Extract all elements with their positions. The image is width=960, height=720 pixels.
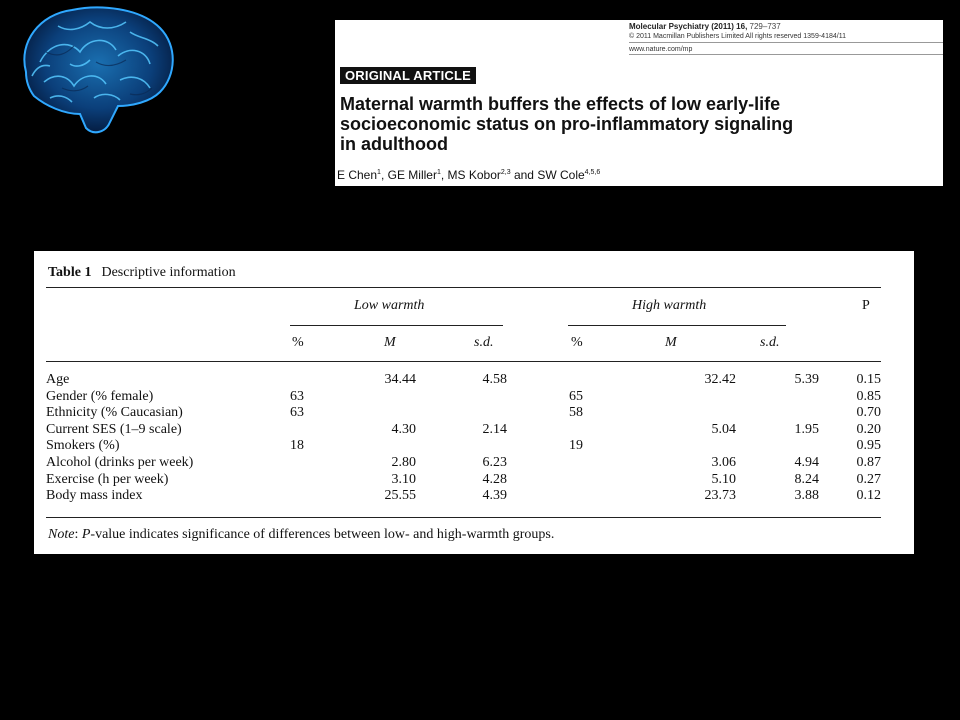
- note-label: Note: [48, 527, 75, 542]
- row-label: Current SES (1–9 scale): [46, 421, 182, 437]
- col-header-low-m: M: [384, 335, 396, 350]
- low-mean-cell: 3.10: [391, 471, 416, 487]
- low-pct-cell: 63: [290, 388, 304, 404]
- author-affiliation: 4,5,6: [584, 169, 601, 176]
- high-pct-cell: 65: [569, 388, 583, 404]
- p-value-cell: 0.12: [856, 488, 881, 504]
- row-label: Age: [46, 372, 70, 387]
- copyright-line: © 2011 Macmillan Publishers Limited All rights reserved 1359-4184/11: [629, 33, 846, 40]
- table-top-rule: [46, 287, 881, 288]
- author-separator: ,: [440, 168, 448, 182]
- author-affiliation: 1: [377, 169, 381, 176]
- low-pct-cell: 18: [290, 438, 304, 454]
- p-value-cell: 0.70: [856, 405, 881, 421]
- high-pct-cell: 19: [569, 438, 583, 454]
- title-line: Maternal warmth buffers the effects of low early-life: [340, 94, 781, 114]
- author-separator: ,: [380, 168, 388, 182]
- low-sd-cell: 6.23: [482, 455, 507, 470]
- author-separator: and: [510, 168, 538, 182]
- header-divider: [629, 42, 943, 43]
- article-title: [340, 94, 900, 154]
- title-line: in adulthood: [340, 134, 448, 154]
- header-divider: [629, 54, 943, 55]
- note-text: -value indicates significance of differences between low- and high-warmth groups.: [90, 527, 555, 542]
- row-label: Gender (% female): [46, 388, 154, 404]
- title-line: socioeconomic status on pro-inflammatory signaling: [340, 114, 794, 134]
- p-value-cell: 0.27: [856, 471, 881, 487]
- high-sd-cell: 3.88: [794, 488, 819, 504]
- p-value-cell: 0.20: [856, 421, 881, 437]
- low-mean-cell: 2.80: [391, 455, 416, 470]
- article-type-badge: ORIGINAL ARTICLE: [340, 67, 476, 84]
- row-label: Ethnicity (% Caucasian): [46, 405, 183, 421]
- group-header-high: High warmth: [632, 298, 707, 313]
- table-note: [48, 527, 554, 543]
- high-sd-cell: 5.39: [794, 372, 819, 387]
- journal-citation: [629, 22, 846, 32]
- row-label: Exercise (h per week): [46, 471, 169, 487]
- table-header-rule: [46, 361, 881, 362]
- journal-website: www.nature.com/mp: [629, 46, 693, 53]
- journal-name: Molecular Psychiatry (2011) 16,: [629, 22, 748, 31]
- col-header-low-sd: s.d.: [474, 335, 494, 350]
- author-affiliation: 1: [436, 169, 441, 176]
- low-mean-cell: 25.55: [384, 488, 416, 504]
- low-mean-cell: 34.44: [384, 372, 416, 387]
- row-label: Body mass index: [46, 488, 143, 504]
- group-rule-low: [290, 325, 503, 326]
- low-sd-cell: 4.28: [482, 471, 507, 487]
- high-sd-cell: 1.95: [794, 421, 819, 437]
- p-value-cell: 0.87: [856, 455, 881, 470]
- author-name: SW Cole: [537, 168, 585, 182]
- low-sd-cell: 4.39: [482, 488, 507, 504]
- row-label: Alcohol (drinks per week): [46, 455, 194, 470]
- high-pct-cell: 58: [569, 405, 583, 421]
- p-header: P: [862, 298, 870, 313]
- high-mean-cell: 5.10: [711, 471, 736, 487]
- article-header: [335, 20, 943, 186]
- col-header-high-sd: s.d.: [760, 335, 780, 350]
- author-list: [337, 168, 600, 182]
- group-rule-high: [568, 325, 786, 326]
- table-caption: [48, 265, 236, 281]
- journal-pages: 729–737: [749, 22, 781, 31]
- table-bottom-rule: [46, 517, 881, 518]
- high-mean-cell: 3.06: [711, 455, 736, 470]
- high-mean-cell: 5.04: [711, 421, 736, 437]
- low-pct-cell: 63: [290, 405, 304, 421]
- author-name: E Chen: [337, 168, 378, 182]
- col-header-high-m: M: [665, 335, 677, 350]
- table-label: Table 1: [48, 265, 92, 280]
- note-separator: :: [74, 527, 82, 542]
- row-label: Smokers (%): [46, 438, 120, 454]
- col-header-low-pct: %: [292, 335, 304, 350]
- p-value-cell: 0.15: [856, 372, 881, 387]
- descriptive-table: [34, 251, 914, 554]
- p-value-cell: 0.95: [856, 438, 881, 454]
- note-p-symbol: P: [81, 527, 91, 542]
- table-caption-text: Descriptive information: [101, 265, 236, 280]
- author-name: GE Miller: [387, 168, 437, 182]
- high-mean-cell: 32.42: [704, 372, 736, 387]
- author-affiliation: 2,3: [500, 169, 511, 176]
- author-name: MS Kobor: [447, 168, 501, 182]
- low-mean-cell: 4.30: [391, 421, 416, 437]
- high-sd-cell: 4.94: [794, 455, 819, 470]
- group-header-low: Low warmth: [354, 298, 425, 313]
- col-header-high-pct: %: [571, 335, 583, 350]
- brain-illustration: [10, 2, 178, 140]
- high-mean-cell: 23.73: [704, 488, 736, 504]
- low-sd-cell: 4.58: [482, 372, 507, 387]
- journal-info: [629, 22, 846, 55]
- high-sd-cell: 8.24: [794, 471, 819, 487]
- p-value-cell: 0.85: [856, 388, 881, 404]
- low-sd-cell: 2.14: [482, 421, 507, 437]
